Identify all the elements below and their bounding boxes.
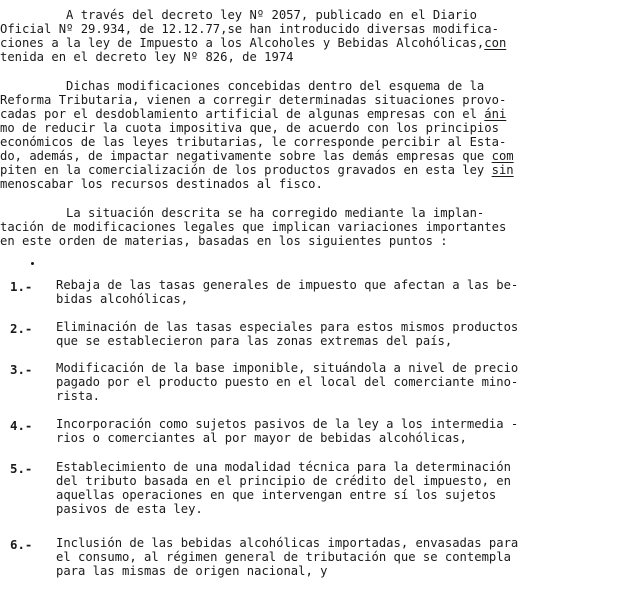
paragraph-1-line-4: tenida en el decreto ley Nº 826, de 1974 bbox=[0, 50, 294, 64]
point-2-line-2: que se establecieron para las zonas extremas del país, bbox=[56, 334, 453, 348]
point-4-number: 4.- bbox=[10, 418, 33, 433]
paragraph-1-line-1: A través del decreto ley Nº 2057, publicado en el Diario bbox=[0, 8, 477, 22]
point-1-line-1: Rebaja de las tasas generales de impuesto que afectan a las be- bbox=[56, 278, 519, 292]
paragraph-2-line-4: mo de reducir la cuota impositiva que, de acuerdo con los principios bbox=[0, 121, 499, 135]
point-1-line-2: bidas alcohólicas, bbox=[56, 292, 189, 306]
point-3-line-3: rista. bbox=[56, 389, 101, 403]
point-5-line-3: aquellas operaciones en que intervengan entre sí los sujetos bbox=[56, 488, 497, 502]
paragraph-3-line-1: La situación descrita se ha corregido mediante la implan- bbox=[0, 206, 485, 220]
paragraph-3-line-2: tación de modificaciones legales que implican variaciones importantes bbox=[0, 220, 507, 234]
stray-ink-mark bbox=[31, 262, 34, 265]
point-2-line-1: Eliminación de las tasas especiales para estos mismos productos bbox=[56, 320, 519, 334]
paragraph-2-line-5: económicos de las leyes tributarias, le corresponde percibir al Esta- bbox=[0, 135, 507, 149]
point-3-number: 3.- bbox=[10, 362, 33, 377]
paragraph-2-line-2: Reforma Tributaria, vienen a corregir determinadas situaciones provo- bbox=[0, 93, 507, 107]
point-6-number: 6.- bbox=[10, 537, 33, 552]
paragraph-2-line-3: cadas por el desdoblamiento artificial de algunas empresas con el áni bbox=[0, 107, 507, 121]
paragraph-3-line-3: en este orden de materias, basadas en los siguientes puntos : bbox=[0, 234, 448, 248]
point-4-line-1: Incorporación como sujetos pasivos de la ley a los intermedia - bbox=[56, 417, 519, 431]
point-2-number: 2.- bbox=[10, 321, 33, 336]
point-5-line-1: Establecimiento de una modalidad técnica para la determinación bbox=[56, 460, 511, 474]
point-6-line-2: el consumo, al régimen general de tributación que se contempla bbox=[56, 550, 511, 564]
point-5-number: 5.- bbox=[10, 461, 33, 476]
point-5-line-4: pasivos de esta ley. bbox=[56, 502, 203, 516]
point-1-number: 1.- bbox=[10, 279, 33, 294]
point-6-line-3: para las mismas de origen nacional, y bbox=[56, 564, 328, 578]
paragraph-2-line-1: Dichas modificaciones concebidas dentro del esquema de la bbox=[0, 79, 485, 93]
paragraph-1-line-3: ciones a la ley de Impuesto a los Alcoholes y Bebidas Alcohólicas,con bbox=[0, 36, 507, 50]
paragraph-2-line-6: do, además, de impactar negativamente sobre las demás empresas que com bbox=[0, 149, 514, 163]
point-3-line-2: pagado por el producto puesto en el local del comerciante mino- bbox=[56, 375, 519, 389]
point-4-line-2: rios o comerciantes al por mayor de bebidas alcohólicas, bbox=[56, 431, 467, 445]
point-5-line-2: del tributo basada en el principio de crédito del impuesto, en bbox=[56, 474, 511, 488]
paragraph-1-line-2: Oficial Nº 29.934, de 12.12.77,se han introducido diversas modifica- bbox=[0, 22, 499, 36]
paragraph-2-line-8: menoscabar los recursos destinados al fisco. bbox=[0, 177, 323, 191]
point-3-line-1: Modificación de la base imponible, situándola a nivel de precio bbox=[56, 361, 519, 375]
paragraph-2-line-7: piten en la comercialización de los productos gravados en esta ley sin bbox=[0, 163, 514, 177]
point-6-line-1: Inclusión de las bebidas alcohólicas importadas, envasadas para bbox=[56, 536, 519, 550]
